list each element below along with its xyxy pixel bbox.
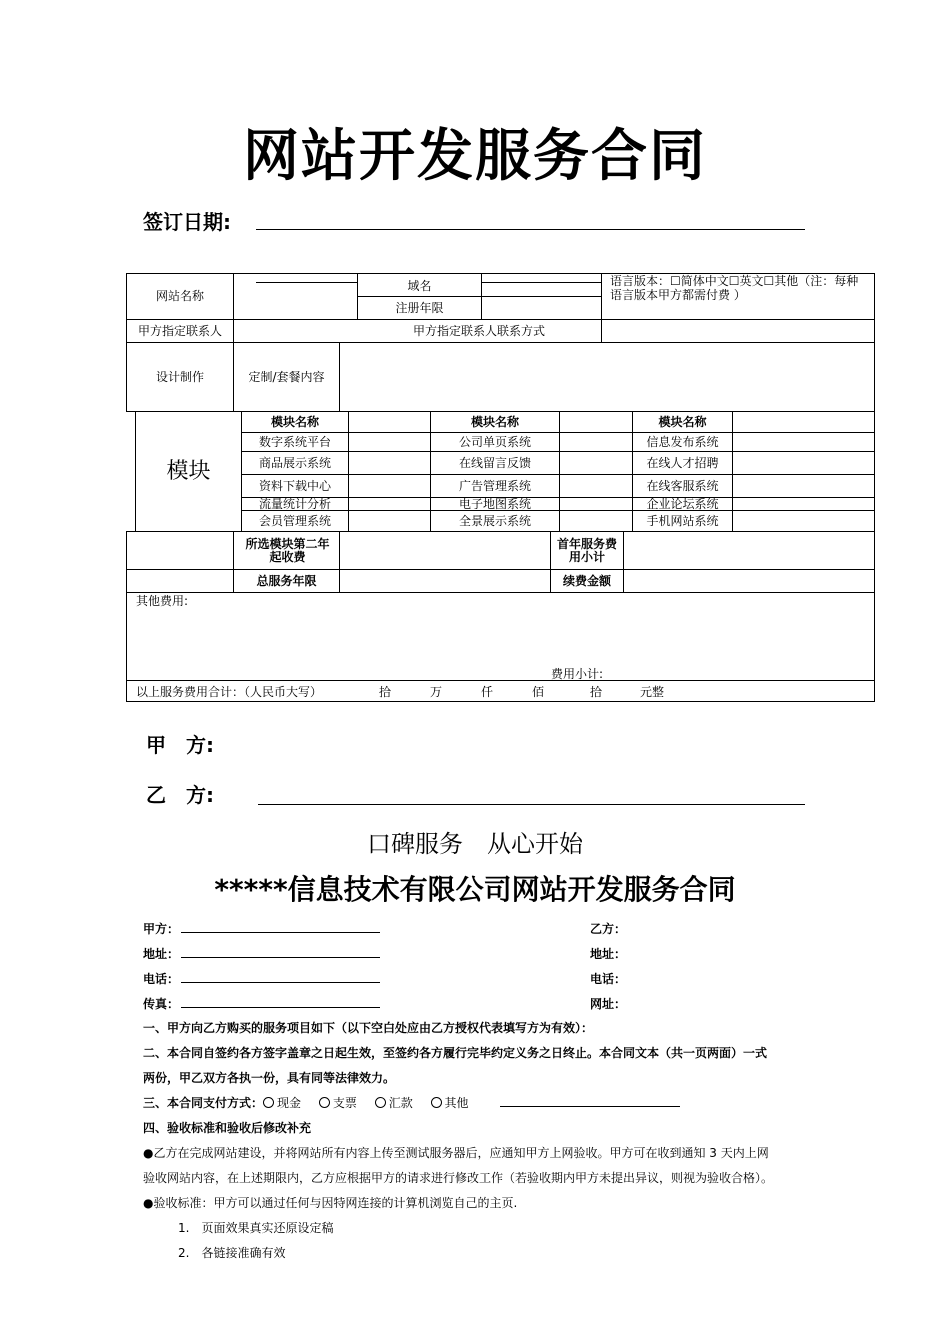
- party-b-label: 乙 方:: [146, 783, 214, 807]
- clause-2b: 两份，甲乙双方各执一份，具有同等法律效力。: [143, 1071, 396, 1085]
- module-item[interactable]: 会员管理系统: [258, 513, 331, 528]
- unit: 万: [430, 685, 443, 699]
- module-item[interactable]: 在线客服系统: [646, 478, 719, 493]
- total-label: 以上服务费用合计：（人民币大写）: [136, 685, 323, 699]
- module-header-3: 模块名称: [658, 414, 707, 429]
- slogan: 口碑服务 从心开始: [367, 830, 583, 858]
- renewal-amount-label: 续费金额: [562, 573, 611, 588]
- module-item[interactable]: 数字系统平台: [258, 434, 331, 449]
- field-label: 甲方：: [143, 922, 180, 936]
- pay-option: 汇款: [388, 1096, 413, 1110]
- module-item[interactable]: 商品展示系统: [258, 455, 331, 470]
- field-label: 地址：: [590, 947, 627, 961]
- radio-other[interactable]: [431, 1097, 442, 1108]
- unit: 拾: [379, 685, 392, 699]
- pay-other-input[interactable]: [500, 1106, 680, 1107]
- pay-option: 支票: [332, 1096, 357, 1110]
- party-b-field[interactable]: [258, 804, 805, 805]
- language-version: 语言版本：☐简体中文☐英文☐其他（注：每种语言版本甲方都需付费 ）: [610, 274, 859, 302]
- module-item[interactable]: 在线人才招聘: [646, 455, 719, 470]
- field-label: 电话：: [590, 972, 627, 986]
- module-item[interactable]: 电子地图系统: [458, 496, 531, 511]
- second-year-fee-label: 所选模块第二年起收费: [245, 536, 330, 564]
- party-a-label: 甲 方:: [146, 733, 214, 757]
- para-2: ●验收标准：甲方可以通过任何与因特网连接的计算机浏览自己的主页.: [143, 1196, 518, 1210]
- radio-check[interactable]: [319, 1097, 330, 1108]
- field-label: 地址：: [143, 947, 180, 961]
- site-name-field[interactable]: [234, 274, 357, 319]
- module-item[interactable]: 在线留言反馈: [458, 455, 531, 470]
- para-1a: ●乙方在完成网站建设，并将网站所有内容上传至测试服务器后，应通知甲方上网验收。甲方可在收到通知 3 天内上网: [143, 1146, 769, 1160]
- custom-label: 定制/套餐内容: [248, 369, 325, 384]
- pay-option: 现金: [277, 1096, 302, 1110]
- clause-3: [143, 1094, 469, 1111]
- domain-label: 域名: [407, 279, 432, 293]
- address-input[interactable]: [181, 957, 380, 958]
- module-item[interactable]: 手机网站系统: [646, 513, 719, 528]
- unit: 元整: [640, 685, 665, 699]
- clause-4: 四、验收标准和验收后修改补充: [143, 1121, 312, 1135]
- module-item[interactable]: 信息发布系统: [646, 434, 719, 449]
- module-item[interactable]: 企业论坛系统: [646, 496, 719, 511]
- module-header-2: 模块名称: [470, 414, 519, 429]
- field-label: 传真：: [143, 997, 180, 1011]
- para-1b: 验收网站内容，在上述期限内，乙方应根据甲方的请求进行修改工作（若验收期内甲方未提出异议，则视为验收合格）。: [143, 1171, 774, 1185]
- contact-label: 甲方指定联系人: [137, 323, 222, 338]
- clause-3-label: 三、本合同支付方式：: [143, 1096, 264, 1110]
- subtotal-label: 费用小计:: [551, 667, 604, 681]
- unit: 拾: [590, 685, 603, 699]
- module-item[interactable]: 全景展示系统: [458, 513, 531, 528]
- reg-years-label: 注册年限: [395, 300, 444, 315]
- other-fee-label: 其他费用:: [136, 594, 189, 608]
- design-label: 设计制作: [155, 369, 204, 384]
- radio-cash[interactable]: [263, 1097, 274, 1108]
- unit: 佰: [532, 685, 545, 699]
- site-name-label: 网站名称: [155, 289, 204, 303]
- phone-input[interactable]: [181, 982, 380, 983]
- clause-2a: 二、本合同自签约各方签字盖章之日起生效，至签约各方履行完毕约定义务之日终止。本合同文本（共一页两面）一式: [143, 1046, 768, 1060]
- modules-label: 模块: [166, 459, 211, 484]
- module-item[interactable]: 资料下载中心: [258, 478, 331, 493]
- field-label: 电话：: [143, 972, 180, 986]
- list-item: 1. 页面效果真实还原设定稿: [178, 1221, 334, 1235]
- field-label: 乙方：: [590, 922, 627, 936]
- module-header-1: 模块名称: [270, 414, 319, 429]
- contract-title: 网站开发服务合同: [243, 124, 707, 189]
- module-item[interactable]: 广告管理系统: [458, 478, 531, 493]
- pay-option: 其他: [444, 1096, 469, 1110]
- fax-input[interactable]: [181, 1007, 380, 1008]
- list-item: 2. 各链接准确有效: [178, 1246, 286, 1260]
- party-a-input[interactable]: [181, 932, 380, 933]
- total-years-label: 总服务年限: [256, 573, 317, 588]
- first-year-subtotal-label: 首年服务费用小计: [556, 536, 617, 564]
- sign-date-label: 签订日期:: [143, 210, 231, 234]
- clause-1: 一、甲方向乙方购买的服务项目如下（以下空白处应由乙方授权代表填写方为有效）：: [143, 1021, 594, 1035]
- contact-info-label: 甲方指定联系人联系方式: [412, 323, 545, 338]
- module-item[interactable]: 流量统计分析: [258, 496, 331, 511]
- radio-transfer[interactable]: [375, 1097, 386, 1108]
- unit: 仟: [481, 685, 494, 699]
- module-item[interactable]: 公司单页系统: [458, 434, 531, 449]
- field-label: 网址：: [590, 997, 627, 1011]
- contract-subtitle: *****信息技术有限公司网站开发服务合同: [214, 873, 736, 906]
